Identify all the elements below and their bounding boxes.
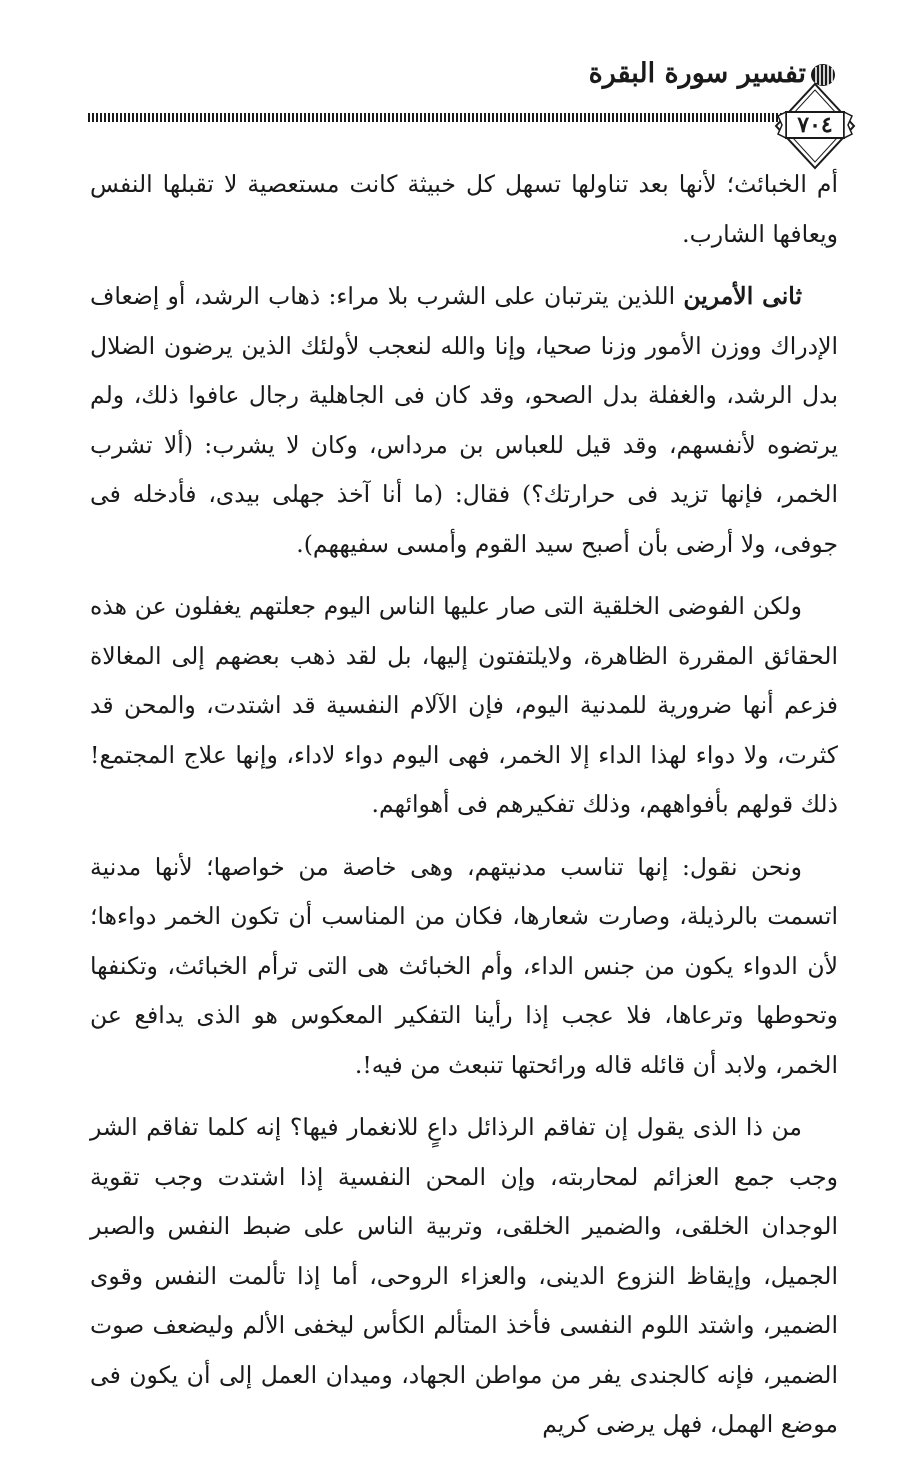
paragraph [90, 843, 838, 1091]
header-rule [88, 113, 784, 122]
paragraph-lead: ثانى الأمرين [683, 282, 802, 310]
paragraph-text: اللذين يترتبان على الشرب بلا مراء: ذهاب الرشد، أو إضعاف الإدراك ووزن الأمور وزنا صحيا، وإنا والله لنعجب لأولئك الذين يرضون الضلال بدل الرشد، والغفلة بدل الصحو، وقد كان فى الجاهلية رجال عافوا ذلك، ولم يرتضوه لأنفسهم، وقد قيل للعباس بن مرداس، وكان لا يشرب: (ألا تشرب الخمر، فإنها تزيد فى حرارتك؟) فقال: (ما أنا آخذ جهلى بيدى، فأدخله فى جوفى، ولا أرضى بأن أصبح سيد القوم وأمسى سفيههم). [90, 282, 838, 558]
paragraph [90, 1103, 838, 1450]
body-text [90, 160, 838, 1463]
page-header [0, 0, 922, 170]
paragraph-text: ونحن نقول: إنها تناسب مدنيتهم، وهى خاصة من خواصها؛ لأنها مدنية اتسمت بالرذيلة، وصارت شعارها، فكان من المناسب أن تكون الخمر دواءها؛ لأن الدواء يكون من جنس الداء، وأم الخبائث هى التى ترأم الخبائث، وتكنفها وتحوطها وترعاها، فلا عجب إذا رأينا التفكير المعكوس هو الذى يدافع عن الخمر، ولابد أن قائله قاله ورائحتها تنبعث من فيه!. [90, 852, 838, 1079]
paragraph [90, 582, 838, 830]
running-title: تفسير سورة البقرة [588, 58, 806, 89]
paragraph-text: من ذا الذى يقول إن تفاقم الرذائل داعٍ للانغمار فيها؟ إنه كلما تفاقم الشر وجب جمع العزائم لمحاربته، وإن المحن النفسية إذا اشتدت وجب تقوية الوجدان الخلقى، والضمير الخلقى، وتربية الناس على ضبط النفس والصبر الجميل، وإيقاظ النزوع الدينى، والعزاء الروحى، أما إذا تألمت النفس وقوى الضمير، واشتد اللوم النفسى فأخذ المتألم الكأس ليخفى الألم وليضعف صوت الضمير، فإنه كالجندى يفر من مواطن الجهاد، وميدان العمل إلى أن يكون فى موضع الهمل، فهل يرضى كريم [90, 1113, 838, 1438]
page-number-badge [772, 82, 858, 170]
paragraph [90, 272, 838, 569]
paragraph [90, 160, 838, 259]
paragraph-text: ولكن الفوضى الخلقية التى صار عليها الناس اليوم جعلتهم يغفلون عن هذه الحقائق المقررة الظاهرة، ولايلتفتون إليها، بل لقد ذهب بعضهم إلى المغالاة فزعم أنها ضرورية للمدنية اليوم، فإن الآلام النفسية قد اشتدت، والمحن قد كثرت، ولا دواء لهذا الداء إلا الخمر، فهى اليوم دواء لاداء، وإنها علاج المجتمع! ذلك قولهم بأفواههم، وذلك تفكيرهم فى أهوائهم. [90, 592, 838, 818]
paragraph-text: أم الخبائث؛ لأنها بعد تناولها تسهل كل خبيثة كانت مستعصية لا تقبلها النفس ويعافها الشارب. [90, 170, 838, 248]
page-number: ٧٠٤ [797, 112, 833, 138]
